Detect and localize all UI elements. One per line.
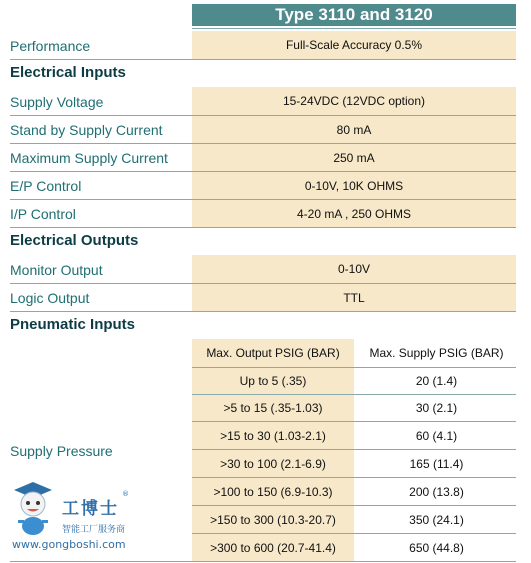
row-label: Maximum Supply Current: [10, 150, 168, 166]
pressure-supply-cell: 200 (13.8): [409, 484, 464, 499]
row-value: TTL: [192, 284, 516, 311]
row-label: E/P Control: [10, 178, 82, 194]
row-divider: [10, 227, 516, 228]
header-divider: [192, 28, 516, 29]
pressure-supply-cell: 60 (4.1): [415, 428, 458, 443]
mascot-logo-icon: [8, 478, 58, 538]
row-label: I/P Control: [10, 206, 76, 222]
row-divider: [10, 311, 516, 312]
pressure-output-cell: >100 to 150 (6.9-10.3): [192, 478, 354, 505]
pressure-supply-cell: 650 (44.8): [409, 540, 464, 555]
supply-pressure-label: Supply Pressure: [10, 443, 113, 459]
pressure-supply-cell: 350 (24.1): [409, 512, 464, 527]
pressure-supply-cell: 20 (1.4): [415, 374, 458, 388]
table-title: Type 3110 and 3120: [192, 4, 516, 26]
row-divider: [10, 59, 516, 60]
watermark-subtitle: 智能工厂服务商: [62, 525, 126, 535]
section-title-pneumatic-inputs: Pneumatic Inputs: [10, 316, 136, 333]
pressure-output-cell: Up to 5 (.35): [192, 368, 354, 394]
col-header-supply: Max. Supply PSIG (BAR): [369, 346, 504, 360]
row-label: Stand by Supply Current: [10, 122, 163, 138]
watermark-registered: ®: [122, 490, 129, 498]
pressure-output-cell: >30 to 100 (2.1-6.9): [192, 450, 354, 477]
row-value: 0-10V: [192, 255, 516, 283]
row-value: 80 mA: [192, 116, 516, 143]
row-label: Logic Output: [10, 290, 90, 306]
col-header-output: Max. Output PSIG (BAR): [192, 339, 354, 367]
watermark-url: www.gongboshi.com: [12, 538, 126, 551]
row-value: 4-20 mA , 250 OHMS: [192, 200, 516, 227]
row-value: 15-24VDC (12VDC option): [192, 87, 516, 115]
row-value: 0-10V, 10K OHMS: [192, 172, 516, 199]
performance-value: Full-Scale Accuracy 0.5%: [192, 31, 516, 59]
pressure-output-cell: >15 to 30 (1.03-2.1): [192, 422, 354, 449]
pressure-supply-cell: 30 (2.1): [415, 401, 458, 415]
row-label: Supply Voltage: [10, 94, 104, 110]
performance-label: Performance: [10, 38, 91, 54]
pressure-output-cell: >150 to 300 (10.3-20.7): [192, 506, 354, 533]
watermark-brand: 工博士: [62, 499, 119, 519]
row-label: Monitor Output: [10, 262, 103, 278]
section-title-electrical-outputs: Electrical Outputs: [10, 232, 139, 249]
row-value: 250 mA: [192, 144, 516, 171]
pressure-supply-cell: 165 (11.4): [409, 456, 464, 471]
pressure-output-cell: >300 to 600 (20.7-41.4): [192, 534, 354, 561]
section-title-electrical-inputs: Electrical Inputs: [10, 64, 126, 81]
pressure-output-cell: >5 to 15 (.35-1.03): [192, 395, 354, 421]
row-divider: [10, 561, 516, 562]
